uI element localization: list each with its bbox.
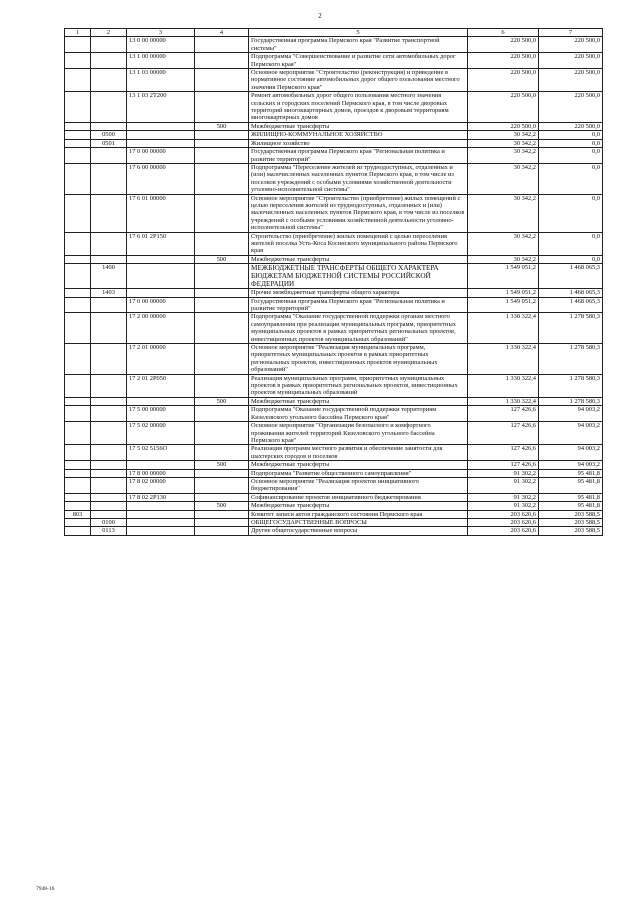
expense-type-cell — [195, 194, 249, 232]
amount-year1-cell: 1 330 322,4 — [468, 313, 539, 344]
target-article-cell — [127, 131, 195, 139]
admin-code-cell — [65, 374, 91, 397]
table-row — [65, 469, 603, 477]
admin-code-cell — [65, 297, 91, 313]
table-row — [65, 255, 603, 263]
name-cell: Основное мероприятие "Организация безопасного и комфортного проживания жителей территорий Кизеловского угольного бассейна Пермского края" — [249, 422, 468, 445]
header-cell: 3 — [127, 29, 195, 37]
header-cell: 7 — [539, 29, 603, 37]
table-row — [65, 344, 603, 375]
section-code-cell — [91, 122, 127, 130]
amount-year1-cell: 30 342,2 — [468, 232, 539, 255]
name-cell: Реализация муниципальных программ, приоритетных муниципальных проектов в рамках приоритетных региональных проектов, инвестиционных проектов муниципальных образований — [249, 374, 468, 397]
admin-code-cell — [65, 527, 91, 535]
target-article-cell — [127, 122, 195, 130]
amount-year1-cell: 127 426,6 — [468, 445, 539, 461]
table-row — [65, 148, 603, 164]
expense-type-cell: 500 — [195, 502, 249, 510]
section-code-cell — [91, 37, 127, 53]
expense-type-cell — [195, 264, 249, 289]
name-cell: МЕЖБЮДЖЕТНЫЕ ТРАНСФЕРТЫ ОБЩЕГО ХАРАКТЕРА БЮДЖЕТАМ БЮДЖЕТНОЙ СИСТЕМЫ РОССИЙСКОЙ ФЕДЕРАЦИИ — [249, 264, 468, 289]
page-number: 2 — [318, 12, 322, 20]
table-row — [65, 297, 603, 313]
admin-code-cell — [65, 163, 91, 194]
name-cell: Государственная программа Пермского края "Региональная политика и развитие территорий" — [249, 148, 468, 164]
expense-type-cell — [195, 53, 249, 69]
header-cell: 2 — [91, 29, 127, 37]
amount-year2-cell: 95 481,8 — [539, 502, 603, 510]
name-cell: Межбюджетные трансферты — [249, 502, 468, 510]
amount-year1-cell: 127 426,6 — [468, 422, 539, 445]
target-article-cell: 17 2 01 00000 — [127, 344, 195, 375]
name-cell: Основное мероприятие "Реализация муниципальных программ, приоритетных муниципальных проектов в рамках приоритетных региональных проектов, инвестиционных проектов муниципальных образований" — [249, 344, 468, 375]
amount-year2-cell: 203 588,5 — [539, 510, 603, 518]
admin-code-cell — [65, 69, 91, 92]
amount-year1-cell: 91 302,2 — [468, 469, 539, 477]
admin-code-cell — [65, 461, 91, 469]
admin-code-cell — [65, 313, 91, 344]
admin-code-cell — [65, 406, 91, 422]
admin-code-cell — [65, 518, 91, 526]
amount-year2-cell: 0,0 — [539, 255, 603, 263]
section-code-cell — [91, 445, 127, 461]
amount-year2-cell: 1 468 065,3 — [539, 297, 603, 313]
target-article-cell: 17 2 01 2Р050 — [127, 374, 195, 397]
target-article-cell — [127, 255, 195, 263]
section-code-cell: 0100 — [91, 518, 127, 526]
section-code-cell: 0500 — [91, 131, 127, 139]
section-code-cell — [91, 502, 127, 510]
section-code-cell — [91, 510, 127, 518]
section-code-cell — [91, 477, 127, 493]
table-row — [65, 422, 603, 445]
admin-code-cell — [65, 139, 91, 147]
section-code-cell: 1400 — [91, 264, 127, 289]
target-article-cell: 17 6 00 00000 — [127, 163, 195, 194]
section-code-cell — [91, 69, 127, 92]
amount-year2-cell: 1 278 580,3 — [539, 374, 603, 397]
table-row — [65, 139, 603, 147]
header-cell: 4 — [195, 29, 249, 37]
admin-code-cell — [65, 397, 91, 405]
target-article-cell — [127, 289, 195, 297]
header-cell: 1 — [65, 29, 91, 37]
section-code-cell — [91, 232, 127, 255]
admin-code-cell — [65, 445, 91, 461]
name-cell: Другие общегосударственные вопросы — [249, 527, 468, 535]
amount-year2-cell: 1 278 580,3 — [539, 344, 603, 375]
amount-year2-cell: 95 481,8 — [539, 493, 603, 501]
table-row — [65, 53, 603, 69]
name-cell: Подпрограмма "Оказание государственной поддержки территориям Кизеловского угольного бассейна Пермского края" — [249, 406, 468, 422]
name-cell: Софинансирование проектов инициативного бюджетирования — [249, 493, 468, 501]
amount-year2-cell: 1 278 580,3 — [539, 397, 603, 405]
target-article-cell: 17 5 00 00000 — [127, 406, 195, 422]
section-code-cell: 0113 — [91, 527, 127, 535]
header-cell: 6 — [468, 29, 539, 37]
section-code-cell — [91, 53, 127, 69]
target-article-cell: 13 1 00 00000 — [127, 53, 195, 69]
table-row — [65, 37, 603, 53]
name-cell: ОБЩЕГОСУДАРСТВЕННЫЕ ВОПРОСЫ — [249, 518, 468, 526]
admin-code-cell — [65, 422, 91, 445]
admin-code-cell — [65, 477, 91, 493]
target-article-cell: 17 6 01 2Р150 — [127, 232, 195, 255]
amount-year1-cell: 91 302,2 — [468, 493, 539, 501]
name-cell: Государственная программа Пермского края "Региональная политика и развитие территорий" — [249, 297, 468, 313]
section-code-cell — [91, 255, 127, 263]
expense-type-cell — [195, 163, 249, 194]
table-row — [65, 163, 603, 194]
section-code-cell — [91, 422, 127, 445]
expense-type-cell — [195, 493, 249, 501]
section-code-cell — [91, 297, 127, 313]
target-article-cell — [127, 518, 195, 526]
table-row — [65, 461, 603, 469]
amount-year2-cell: 220 500,0 — [539, 69, 603, 92]
amount-year1-cell: 1 549 051,2 — [468, 297, 539, 313]
admin-code-cell — [65, 232, 91, 255]
expense-type-cell — [195, 374, 249, 397]
amount-year2-cell: 94 003,2 — [539, 422, 603, 445]
amount-year2-cell: 1 278 580,3 — [539, 313, 603, 344]
admin-code-cell — [65, 131, 91, 139]
name-cell: Прочие межбюджетные трансферты общего характера — [249, 289, 468, 297]
amount-year2-cell: 1 468 065,3 — [539, 289, 603, 297]
amount-year2-cell: 220 500,0 — [539, 37, 603, 53]
admin-code-cell — [65, 493, 91, 501]
table-row — [65, 406, 603, 422]
expense-type-cell — [195, 131, 249, 139]
header-cell: 5 — [249, 29, 468, 37]
admin-code-cell — [65, 255, 91, 263]
admin-code-cell — [65, 148, 91, 164]
table-row — [65, 131, 603, 139]
expense-type-cell: 500 — [195, 397, 249, 405]
target-article-cell: 13 1 03 2Т200 — [127, 92, 195, 123]
target-article-cell — [127, 461, 195, 469]
name-cell: Основное мероприятие "Строительство (приобретение) жилых помещений с целью переселения жителей из труднодоступных, отдаленных и (или) малочисленных населенных пунктов Пермского края, в том числе из поселков учреждений с особыми условиями хозяйственной деятельности уголовно-исполнительной системы" — [249, 194, 468, 232]
target-article-cell — [127, 527, 195, 535]
admin-code-cell: 803 — [65, 510, 91, 518]
budget-table — [64, 28, 603, 536]
amount-year1-cell: 220 500,0 — [468, 69, 539, 92]
amount-year1-cell: 1 330 322,4 — [468, 344, 539, 375]
amount-year2-cell: 94 003,2 — [539, 445, 603, 461]
amount-year2-cell: 0,0 — [539, 131, 603, 139]
amount-year2-cell: 0,0 — [539, 139, 603, 147]
amount-year1-cell: 220 500,0 — [468, 122, 539, 130]
expense-type-cell — [195, 510, 249, 518]
section-code-cell: 1403 — [91, 289, 127, 297]
table-row — [65, 502, 603, 510]
expense-type-cell: 500 — [195, 255, 249, 263]
header-row — [65, 29, 603, 37]
target-article-cell: 13 1 03 00000 — [127, 69, 195, 92]
name-cell: Подпрограмма "Оказание государственной поддержки органам местного самоуправления при реализации муниципальных программ, приоритетных муниципальных проектов в рамках приоритетных региональных проектов, инвестиционных проектов муниципальных образований" — [249, 313, 468, 344]
admin-code-cell — [65, 502, 91, 510]
expense-type-cell — [195, 289, 249, 297]
amount-year2-cell: 220 500,0 — [539, 53, 603, 69]
table-row — [65, 374, 603, 397]
amount-year1-cell: 30 342,2 — [468, 148, 539, 164]
target-article-cell: 17 0 00 00000 — [127, 297, 195, 313]
target-article-cell: 17 0 00 00000 — [127, 148, 195, 164]
expense-type-cell — [195, 469, 249, 477]
amount-year1-cell: 30 342,2 — [468, 131, 539, 139]
amount-year1-cell: 203 620,6 — [468, 527, 539, 535]
admin-code-cell — [65, 469, 91, 477]
name-cell: Межбюджетные трансферты — [249, 397, 468, 405]
expense-type-cell — [195, 69, 249, 92]
name-cell: Межбюджетные трансферты — [249, 461, 468, 469]
target-article-cell: 17 5 02 00000 — [127, 422, 195, 445]
target-article-cell — [127, 139, 195, 147]
amount-year2-cell: 95 481,8 — [539, 469, 603, 477]
amount-year2-cell: 0,0 — [539, 194, 603, 232]
section-code-cell — [91, 313, 127, 344]
table-row — [65, 194, 603, 232]
amount-year2-cell: 0,0 — [539, 148, 603, 164]
section-code-cell — [91, 461, 127, 469]
admin-code-cell — [65, 194, 91, 232]
section-code-cell — [91, 148, 127, 164]
target-article-cell — [127, 264, 195, 289]
target-article-cell: 17 8 00 00000 — [127, 469, 195, 477]
name-cell: Межбюджетные трансферты — [249, 255, 468, 263]
name-cell: Строительство (приобретение) жилых помещений с целью переселения жителей поселка Усть-Коса Косинского муниципального района Пермского края — [249, 232, 468, 255]
amount-year1-cell: 203 620,6 — [468, 510, 539, 518]
table-row — [65, 493, 603, 501]
table-row — [65, 518, 603, 526]
amount-year1-cell: 220 500,0 — [468, 37, 539, 53]
amount-year2-cell: 203 588,5 — [539, 518, 603, 526]
name-cell: Основное мероприятие "Строительство (реконструкция) и приведение в нормативное состояние автомобильных дорог общего пользования местного значения Пермского края" — [249, 69, 468, 92]
expense-type-cell — [195, 445, 249, 461]
name-cell: Комитет записи актов гражданского состояния Пермского края — [249, 510, 468, 518]
admin-code-cell — [65, 37, 91, 53]
amount-year2-cell: 95 481,8 — [539, 477, 603, 493]
expense-type-cell: 500 — [195, 461, 249, 469]
admin-code-cell — [65, 264, 91, 289]
section-code-cell — [91, 374, 127, 397]
table-row — [65, 313, 603, 344]
target-article-cell: 13 0 00 00000 — [127, 37, 195, 53]
expense-type-cell — [195, 92, 249, 123]
expense-type-cell — [195, 297, 249, 313]
target-article-cell — [127, 510, 195, 518]
amount-year1-cell: 1 330 322,4 — [468, 374, 539, 397]
table-row — [65, 397, 603, 405]
name-cell: Подпрограмма "Развитие общественного самоуправления" — [249, 469, 468, 477]
admin-code-cell — [65, 122, 91, 130]
expense-type-cell — [195, 527, 249, 535]
section-code-cell — [91, 194, 127, 232]
section-code-cell — [91, 493, 127, 501]
name-cell: Ремонт автомобильных дорог общего пользования местного значения сельских и городских поселений Пермского края, в том числе дворовых территорий многоквартирных домов, проездов к дворовым территориям многоквартирных домов — [249, 92, 468, 123]
admin-code-cell — [65, 53, 91, 69]
target-article-cell: 17 8 02 00000 — [127, 477, 195, 493]
amount-year2-cell: 94 003,2 — [539, 406, 603, 422]
table-row — [65, 289, 603, 297]
expense-type-cell — [195, 422, 249, 445]
amount-year1-cell: 203 620,6 — [468, 518, 539, 526]
amount-year2-cell: 0,0 — [539, 232, 603, 255]
name-cell: Жилищное хозяйство — [249, 139, 468, 147]
table-row — [65, 69, 603, 92]
table-row — [65, 445, 603, 461]
section-code-cell — [91, 344, 127, 375]
admin-code-cell — [65, 289, 91, 297]
footer-code: 7948-16 — [36, 886, 55, 892]
name-cell: ЖИЛИЩНО-КОММУНАЛЬНОЕ ХОЗЯЙСТВО — [249, 131, 468, 139]
expense-type-cell — [195, 344, 249, 375]
admin-code-cell — [65, 344, 91, 375]
section-code-cell — [91, 469, 127, 477]
amount-year2-cell: 220 500,0 — [539, 92, 603, 123]
expense-type-cell — [195, 37, 249, 53]
amount-year2-cell: 0,0 — [539, 163, 603, 194]
amount-year2-cell: 94 003,2 — [539, 461, 603, 469]
name-cell: Межбюджетные трансферты — [249, 122, 468, 130]
admin-code-cell — [65, 92, 91, 123]
section-code-cell — [91, 406, 127, 422]
name-cell: Основное мероприятие "Реализация проектов инициативного бюджетирования" — [249, 477, 468, 493]
amount-year2-cell: 1 468 065,3 — [539, 264, 603, 289]
table-row — [65, 477, 603, 493]
amount-year1-cell: 30 342,2 — [468, 163, 539, 194]
expense-type-cell: 500 — [195, 122, 249, 130]
amount-year1-cell: 1 549 051,2 — [468, 264, 539, 289]
amount-year1-cell: 220 500,0 — [468, 92, 539, 123]
target-article-cell: 17 6 01 00000 — [127, 194, 195, 232]
target-article-cell: 17 2 00 00000 — [127, 313, 195, 344]
amount-year1-cell: 1 549 051,2 — [468, 289, 539, 297]
target-article-cell — [127, 502, 195, 510]
table-row — [65, 122, 603, 130]
target-article-cell — [127, 397, 195, 405]
expense-type-cell — [195, 148, 249, 164]
section-code-cell — [91, 163, 127, 194]
name-cell: Подпрограмма "Совершенствование и развитие сети автомобильных дорог Пермского края" — [249, 53, 468, 69]
amount-year1-cell: 91 302,2 — [468, 502, 539, 510]
expense-type-cell — [195, 477, 249, 493]
section-code-cell: 0501 — [91, 139, 127, 147]
amount-year2-cell: 203 588,5 — [539, 527, 603, 535]
expense-type-cell — [195, 139, 249, 147]
expense-type-cell — [195, 518, 249, 526]
name-cell: Реализация программ местного развития и обеспечение занятости для шахтерских городов и поселков — [249, 445, 468, 461]
table-row — [65, 92, 603, 123]
name-cell: Подпрограмма "Переселение жителей из труднодоступных, отдаленных и (или) малочисленных населенных пунктов Пермского края, в том числе из поселков учреждений с особыми условиями хозяйственной деятельности уголовно-исполнительной системы" — [249, 163, 468, 194]
amount-year1-cell: 220 500,0 — [468, 53, 539, 69]
expense-type-cell — [195, 406, 249, 422]
amount-year2-cell: 220 500,0 — [539, 122, 603, 130]
expense-type-cell — [195, 313, 249, 344]
amount-year1-cell: 30 342,2 — [468, 139, 539, 147]
target-article-cell: 17 8 02 2Р130 — [127, 493, 195, 501]
section-code-cell — [91, 397, 127, 405]
section-code-cell — [91, 92, 127, 123]
amount-year1-cell: 30 342,2 — [468, 194, 539, 232]
amount-year1-cell: 127 426,6 — [468, 461, 539, 469]
amount-year1-cell: 1 330 322,4 — [468, 397, 539, 405]
table-row — [65, 232, 603, 255]
target-article-cell: 17 5 02 5156О — [127, 445, 195, 461]
name-cell: Государственная программа Пермского края "Развитие транспортной системы" — [249, 37, 468, 53]
amount-year1-cell: 127 426,6 — [468, 406, 539, 422]
table-row — [65, 510, 603, 518]
expense-type-cell — [195, 232, 249, 255]
table-row — [65, 264, 603, 289]
amount-year1-cell: 91 302,2 — [468, 477, 539, 493]
table-row — [65, 527, 603, 535]
amount-year1-cell: 30 342,2 — [468, 255, 539, 263]
